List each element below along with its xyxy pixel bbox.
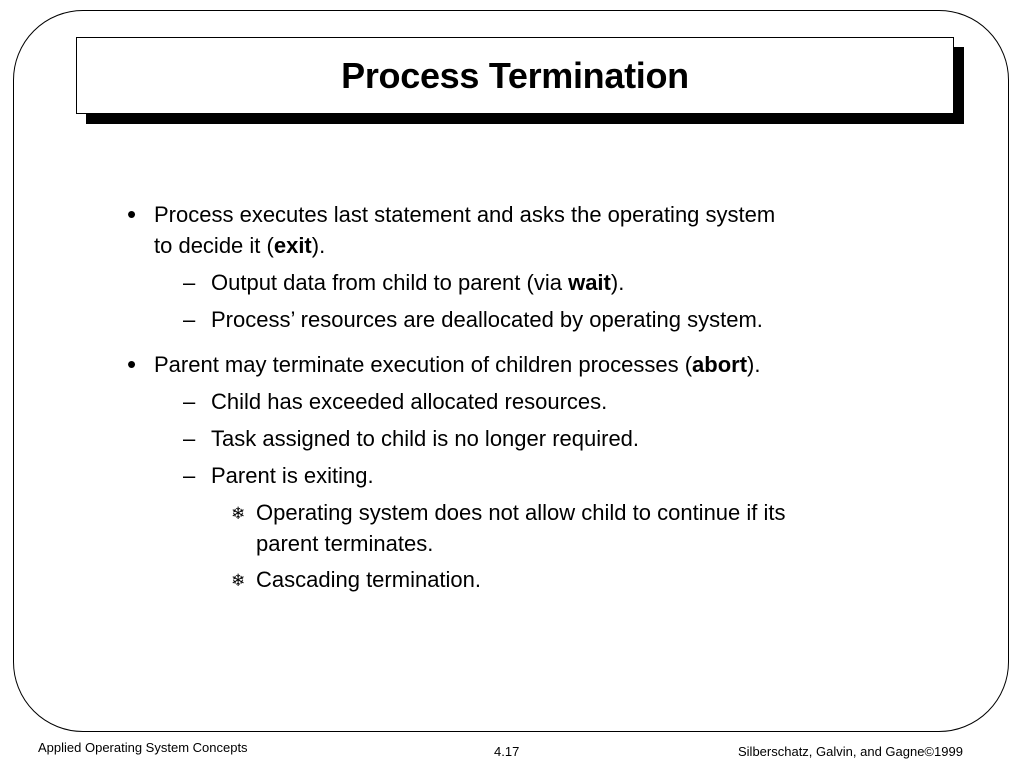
bullet-2-text-end: ). xyxy=(747,352,761,377)
footer-left: Applied Operating System Concepts xyxy=(38,740,248,755)
bullet-1-line-1: Process executes last statement and asks the operating system xyxy=(154,202,776,227)
sub-item-exceeded: Child has exceeded allocated resources. xyxy=(211,389,608,414)
subsub-item-os-line-1: Operating system does not allow child to continue if its xyxy=(256,500,786,525)
snowflake-icon: ❄ xyxy=(231,504,246,523)
footer-page-number: 4.17 xyxy=(494,744,520,759)
keyword-abort: abort xyxy=(692,352,748,377)
sub-item-task: Task assigned to child is no longer required. xyxy=(211,426,640,451)
subsub-item-os-line-2: parent terminates. xyxy=(256,531,434,556)
sub-item-parent-exiting: Parent is exiting. xyxy=(211,463,374,488)
sub-item-text: Output data from child to parent (via xyxy=(211,270,569,295)
dash-marker: – xyxy=(183,426,196,451)
dash-marker: – xyxy=(183,463,196,488)
page-title: Process Termination xyxy=(341,54,689,96)
keyword-exit: exit xyxy=(273,233,312,258)
bullet-marker: • xyxy=(127,349,137,379)
bullet-marker: • xyxy=(127,199,137,229)
bullet-1-line-2 xyxy=(154,231,325,261)
footer-right: Silberschatz, Galvin, and Gagne©1999 xyxy=(738,744,963,759)
keyword-wait: wait xyxy=(568,270,611,295)
bullet-1-text: to decide it ( xyxy=(154,233,274,258)
dash-marker: – xyxy=(183,307,196,332)
subsub-item-cascading: Cascading termination. xyxy=(256,567,482,592)
bullet-1-text-end: ). xyxy=(311,233,326,258)
dash-marker: – xyxy=(183,270,196,295)
bullet-2-line xyxy=(154,350,761,380)
sub-item-resources: Process’ resources are deallocated by operating system. xyxy=(211,307,763,332)
sub-item-text-end: ). xyxy=(610,270,625,295)
dash-marker: – xyxy=(183,389,196,414)
bullet-2-text: Parent may terminate execution of children processes ( xyxy=(154,352,693,377)
sub-item-output-data xyxy=(211,268,624,298)
snowflake-icon: ❄ xyxy=(231,571,246,590)
